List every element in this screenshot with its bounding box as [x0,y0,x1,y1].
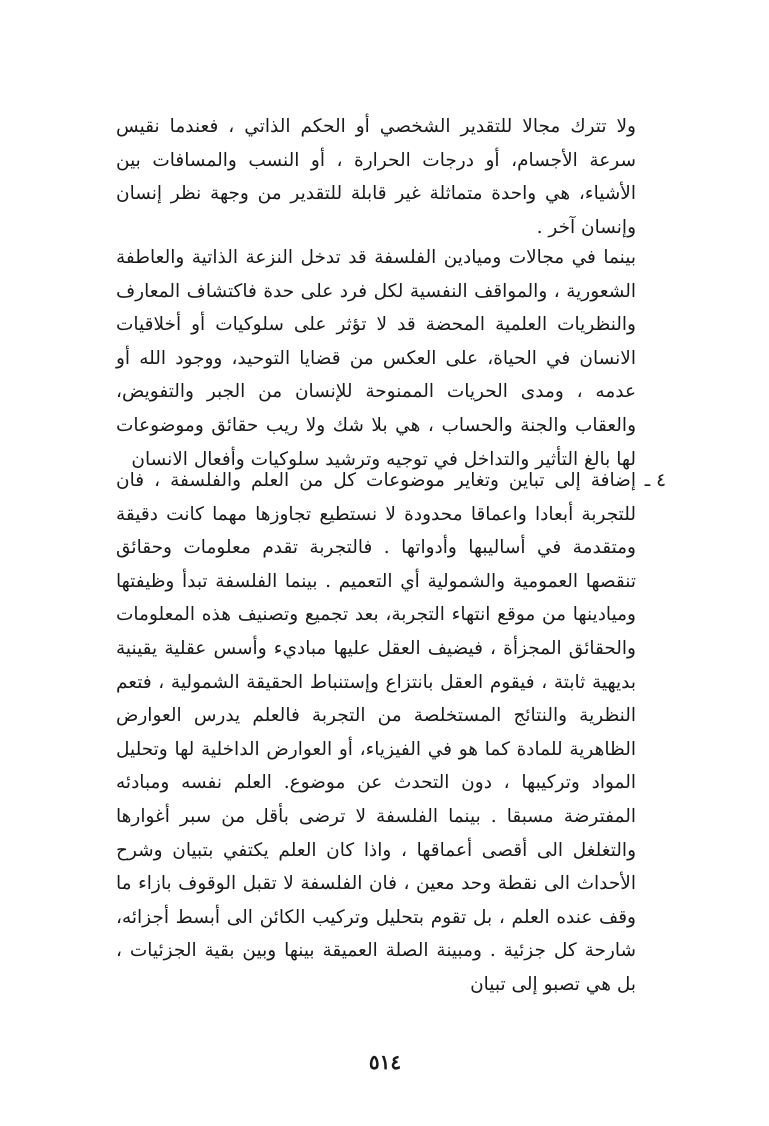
list-item-number: ٤ ـ [644,470,666,491]
paragraph-3: إضافة إلى تباين وتغاير موضوعات كل من العلم والفلسفة ، فان للتجربة أبعادا واعماقا محدودة لا نستطيع تجاوزها مهما كانت دقيقة ومتقدمة في أساليبها وأدواتها . فالتجربة تقدم معلومات وحقائق تنقصها العمومية والشمولية أي التعميم . بينما الفلسفة تبدأ وظيفتها وميادينها من موقع انتهاء التجربة، بعد تجميع وتصنيف هذه المعلومات والحقائق المجزأة ، فيضيف العقل عليها مباديء وأسس عقلية يقينية بديهية ثابتة ، فيقوم العقل بانتزاع وإستنباط الحقيقة الشمولية ، فتعم النظرية والنتائج المستخلصة من التجربة فالعلم يدرس العوارض الظاهرية للمادة كما هو في الفيزياء، أو العوارض الداخلية لها وتحليل المواد وتركيبها ، دون التحدث عن موضوع. العلم نفسه ومبادئه المفترضة مسبقا . بينما الفلسفة لا ترضى بأقل من سبر أغوارها والتغلغل الى أقصى أعماقها ، واذا كان العلم يكتفي بتبيان وشرح الأحداث الى نقطة وحد معين ، فان الفلسفة لا تقبل الوقوف بازاء ما وقف عنده العلم ، بل تقوم بتحليل وتركيب الكائن الى أبسط أجزائه، شارحة كل جزئية . ومبينة الصلة العميقة بينها وبين بقية الجزئيات ، بل هي تصبو إلى تبيان [116,470,636,995]
paragraph-1: ولا تترك مجالا للتقدير الشخصي أو الحكم الذاتي ، فعندما نقيس سرعة الأجسام، أو درجات الحرارة ، أو النسب والمسافات بين الأشياء، هي واحدة متماثلة غير قابلة للتقدير من وجهة نظر إنسان وإنسان آخر . [116,116,636,238]
paragraph-2: بينما في مجالات وميادين الفلسفة قد تدخل النزعة الذاتية والعاطفة الشعورية ، والمواقف النفسية لكل فرد على حدة فاكتشاف المعارف والنظريات العلمية المحضة قد لا تؤثر على سلوكيات أو أخلاقيات الانسان في الحياة، على العكس من قضايا التوحيد، ووجود الله أو عدمه ، ومدى الحريات الممنوحة للإنسان من الجبر والتفويض، والعقاب والجنة والحساب ، هي بلا شك ولا ريب حقائق وموضوعات لها بالغ التأثير والتداخل في توجيه وترشيد سلوكيات وأفعال الانسان [116,247,636,470]
page-number: ٥١٤ [368,1050,402,1074]
